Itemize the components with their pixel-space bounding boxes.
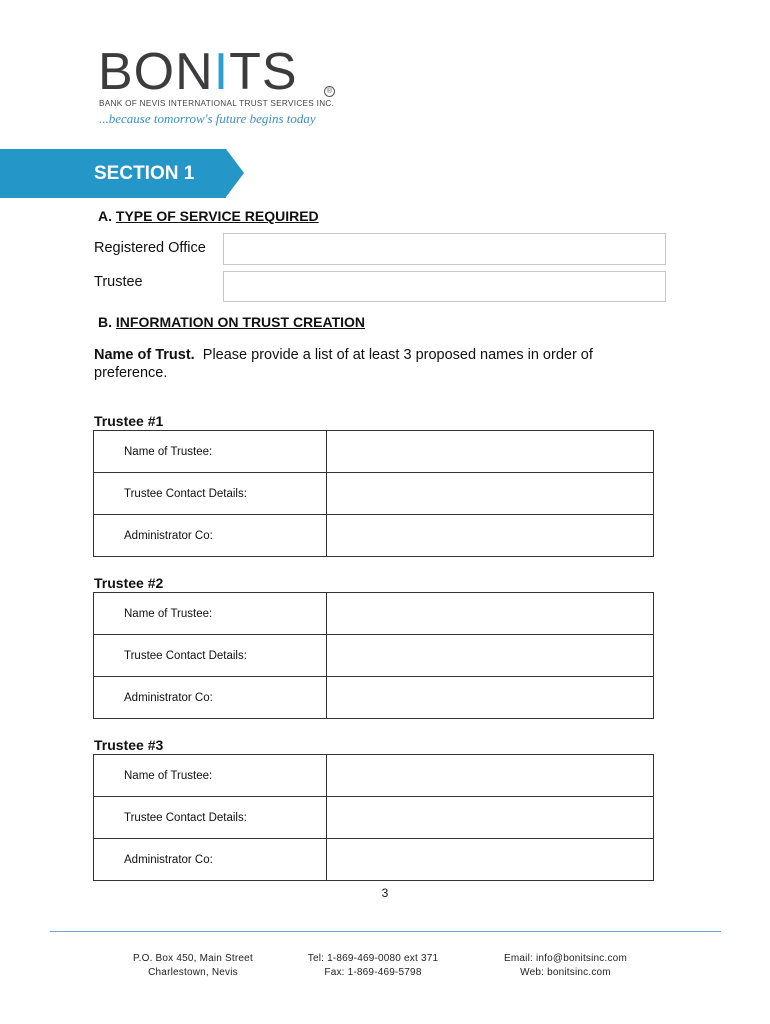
trustee-1-table xyxy=(93,430,654,557)
table-row xyxy=(94,839,654,881)
name-of-trustee-label: Name of Trustee: xyxy=(94,593,327,635)
logo-tagline: ...because tomorrow's future begins today xyxy=(99,111,316,126)
table-row xyxy=(94,755,654,797)
registered-mark-icon: ® xyxy=(324,86,335,97)
footer-address xyxy=(118,952,268,980)
trustee-contact-field[interactable] xyxy=(327,797,654,839)
logo-wordmark: BONITS xyxy=(98,43,298,101)
trustee-3-table xyxy=(93,754,654,881)
footer-phone xyxy=(293,952,453,980)
trustee-contact-label: Trustee Contact Details: xyxy=(94,635,327,677)
part-b-title: INFORMATION ON TRUST CREATION xyxy=(115,314,366,330)
registered-office-field[interactable] xyxy=(223,233,666,265)
administrator-co-label: Administrator Co: xyxy=(94,839,327,881)
footer-address-line1: P.O. Box 450, Main Street xyxy=(133,953,253,964)
table-row xyxy=(94,635,654,677)
trustee-contact-field[interactable] xyxy=(327,635,654,677)
part-b-letter: B. xyxy=(98,314,112,330)
bonits-logo xyxy=(98,44,348,134)
name-of-trustee-label: Name of Trustee: xyxy=(94,755,327,797)
footer-email[interactable]: Email: info@bonitsinc.com xyxy=(504,953,627,964)
table-row xyxy=(94,593,654,635)
table-row xyxy=(94,797,654,839)
trustee-field[interactable] xyxy=(223,271,666,302)
part-a-letter: A. xyxy=(98,208,112,224)
administrator-co-field[interactable] xyxy=(327,677,654,719)
trustee-2-title: Trustee #2 xyxy=(94,575,164,591)
name-of-trustee-field[interactable] xyxy=(327,431,654,473)
administrator-co-label: Administrator Co: xyxy=(94,677,327,719)
registered-office-label: Registered Office xyxy=(94,240,206,256)
footer-address-line2: Charlestown, Nevis xyxy=(148,967,238,978)
part-b-heading xyxy=(98,314,365,330)
footer-web[interactable]: Web: bonitsinc.com xyxy=(520,967,611,978)
trustee-1-title: Trustee #1 xyxy=(94,413,164,429)
table-row xyxy=(94,431,654,473)
part-a-heading xyxy=(98,208,319,224)
footer-contact xyxy=(488,952,643,980)
administrator-co-field[interactable] xyxy=(327,515,654,557)
table-row xyxy=(94,677,654,719)
table-row xyxy=(94,515,654,557)
footer-fax: Fax: 1-869-469-5798 xyxy=(324,967,422,978)
name-of-trustee-field[interactable] xyxy=(327,755,654,797)
page-number: 3 xyxy=(381,886,389,900)
part-a-title: TYPE OF SERVICE REQUIRED xyxy=(115,208,319,224)
table-row xyxy=(94,473,654,515)
name-of-trustee-label: Name of Trustee: xyxy=(94,431,327,473)
trustee-label: Trustee xyxy=(94,274,143,290)
trustee-3-title: Trustee #3 xyxy=(94,737,164,753)
trustee-2-table xyxy=(93,592,654,719)
name-of-trust-text: Please provide a list of at least 3 proposed names in order of preference. xyxy=(94,347,593,381)
logo-subtitle: BANK OF NEVIS INTERNATIONAL TRUST SERVICES INC. xyxy=(99,99,335,108)
section-banner xyxy=(0,149,226,198)
name-of-trust-label: Name of Trust. xyxy=(94,347,195,363)
trustee-contact-field[interactable] xyxy=(327,473,654,515)
footer-tel: Tel: 1-869-469-0080 ext 371 xyxy=(307,953,439,964)
trustee-contact-label: Trustee Contact Details: xyxy=(94,797,327,839)
name-of-trust-paragraph xyxy=(94,346,654,382)
administrator-co-label: Administrator Co: xyxy=(94,515,327,557)
section-title: SECTION 1 xyxy=(94,163,195,184)
name-of-trustee-field[interactable] xyxy=(327,593,654,635)
administrator-co-field[interactable] xyxy=(327,839,654,881)
trustee-contact-label: Trustee Contact Details: xyxy=(94,473,327,515)
footer-divider xyxy=(50,931,721,932)
